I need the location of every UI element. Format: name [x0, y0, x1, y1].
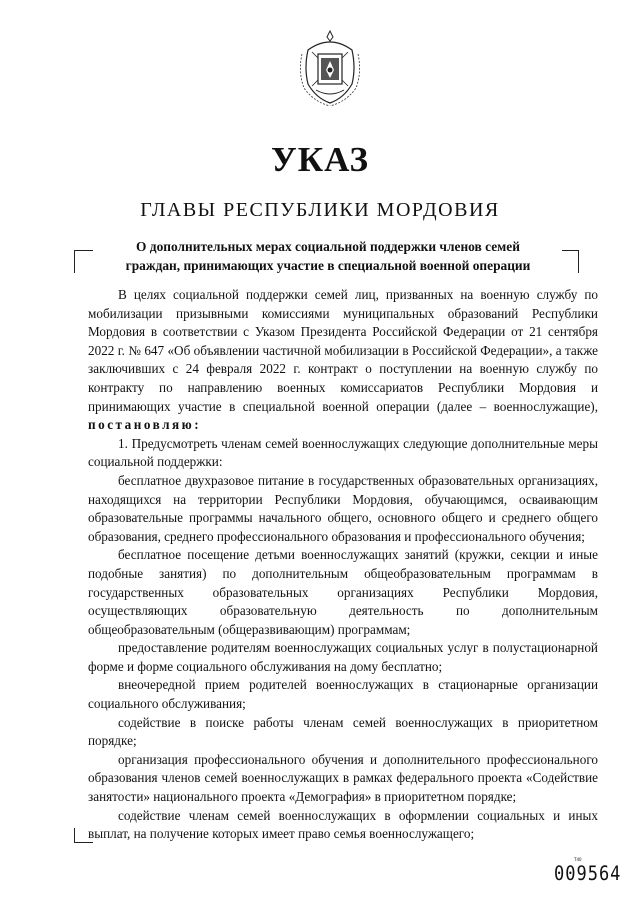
document-subtitle: ГЛАВЫ РЕСПУБЛИКИ МОРДОВИЯ [140, 199, 500, 221]
corner-mark-top-left [74, 250, 93, 273]
measure-paragraph: предоставление родителям военнослужащих социальных услуг в полустационарной форме и форме социального обслуживания на дому бесплатно; [88, 640, 598, 674]
intro-text: В целях социальной поддержки семей лиц, призванных на военную службу по мобилизации призывными комиссиями муниципальных образований Республики Мордовия в соответствии с Указом Президента Российской Федерации от 21 сентября 2022 г. № 647 «Об объявлении частичной мобилизации в Российской Федерации», а также заключивших с 24 февраля 2022 г. контракт о поступлении на военную службу по контракту по направлению военных комиссариатов Республики Мордовия и принимающих участие в специальной военной операции (далее – военнослужащие), [88, 287, 598, 414]
document-title: УКАЗ [271, 140, 369, 179]
corner-mark-top-right [562, 250, 579, 273]
stamp-mark: T40 [574, 857, 582, 862]
measure-paragraph: содействие в поиске работы членам семей военнослужащих в приоритетном порядке; [88, 714, 598, 749]
measure-paragraph: бесплатное двухразовое питание в государственных образовательных организациях, находящихся на территории Республики Мордовия, обучающимся, осваивающим образовательные программы начального общего, основного общего и среднего общего образования, среднего профессионального образования и профессионального обучения; [88, 472, 598, 544]
intro-paragraph [88, 286, 598, 435]
serial-number-stamp: 009564 [554, 862, 622, 886]
decree-heading-line: граждан, принимающих участие в специальной военной операции [125, 258, 531, 273]
measure-paragraph: организация профессионального обучения и дополнительного профессионального образования членов семей военнослужащих в рамках федерального проекта «Содействие занятости» национального проекта «Демография» в приоритетном порядке; [88, 751, 598, 805]
measure-paragraph: внеочередной прием родителей военнослужащих в стационарные организации социального обслуживания; [88, 677, 598, 712]
coat-of-arms-emblem [296, 28, 364, 106]
decree-heading-line: О дополнительных мерах социальной поддержки членов семей [136, 239, 520, 254]
measure-paragraph: бесплатное посещение детьми военнослужащих занятий (кружки, секции и иные подобные занятия) по дополнительным общеобразовательным программам в государственных образовательных организациях Республики Мордовия, осуществляющих образовательную деятельность по дополнительным общеобразовательным (общеразвивающим) программам; [88, 547, 598, 637]
decree-body [88, 286, 598, 844]
measure-paragraph: содействие членам семей военнослужащих в оформлении социальных и иных выплат, на получение которых имеет право семья военнослужащего; [88, 807, 598, 842]
decree-word: постановляю: [88, 417, 202, 433]
item-1-paragraph: 1. Предусмотреть членам семей военнослужащих следующие дополнительные меры социальной поддержки: [88, 435, 598, 470]
decree-heading [108, 237, 548, 275]
